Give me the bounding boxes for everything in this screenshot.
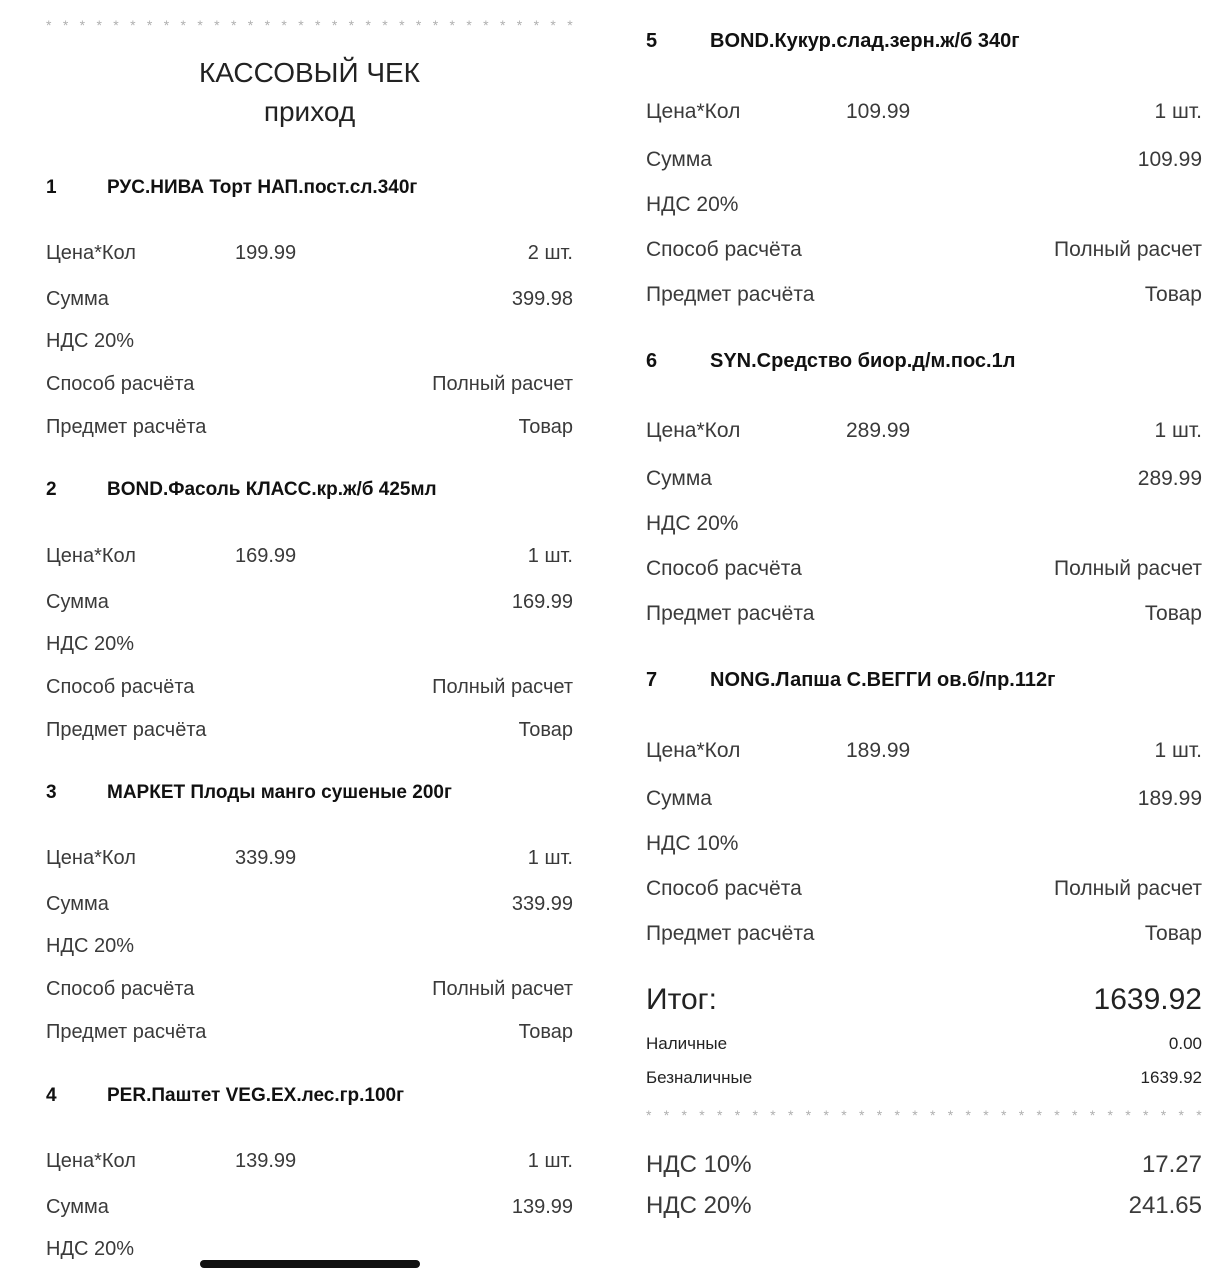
separator-top: * * * * * * * * * * * * * * * * * * * * * * * * * * * * * * * * xyxy=(46,17,573,33)
item-sum: 169.99 xyxy=(511,590,573,613)
item-sum: 189.99 xyxy=(1137,786,1202,810)
item-number: 5 xyxy=(646,30,658,52)
payment-method-label: Способ расчёта xyxy=(646,557,802,580)
item-name: РУС.НИВА Торт НАП.пост.сл.340г xyxy=(107,176,418,198)
item-price: 199.99 xyxy=(235,242,297,264)
vat-label: НДС 20% xyxy=(46,632,135,655)
payment-subject-label: Предмет расчёта xyxy=(46,718,207,741)
item-payment-method: Полный расчет xyxy=(1054,876,1202,900)
item-qty: 1 шт. xyxy=(1154,99,1202,123)
item-payment-subject: Товар xyxy=(1144,282,1202,306)
sum-label: Сумма xyxy=(646,467,712,490)
card-value: 1639.92 xyxy=(1140,1068,1202,1087)
item-name: PER.Паштет VEG.EX.лес.гр.100г xyxy=(107,1084,405,1106)
item-payment-method: Полный расчет xyxy=(1054,237,1202,261)
sum-label: Сумма xyxy=(46,288,109,310)
separator-bottom: * * * * * * * * * * * * * * * * * * * * * * * * * * * * * * * * xyxy=(646,1107,1202,1123)
payment-subject-label: Предмет расчёта xyxy=(646,921,815,945)
item-name: BOND.Кукур.слад.зерн.ж/б 340г xyxy=(710,30,1020,52)
item-number: 2 xyxy=(46,479,57,501)
price-qty-label: Цена*Кол xyxy=(646,419,741,442)
item-qty: 1 шт. xyxy=(1154,738,1202,762)
payment-subject-label: Предмет расчёта xyxy=(646,602,815,625)
vat10-label: НДС 10% xyxy=(646,1151,752,1178)
item-sum: 109.99 xyxy=(1137,147,1202,171)
payment-method-label: Способ расчёта xyxy=(46,373,195,395)
cash-value: 0.00 xyxy=(1168,1034,1202,1053)
payment-method-label: Способ расчёта xyxy=(46,675,195,698)
item-qty: 1 шт. xyxy=(527,847,573,870)
item-sum: 139.99 xyxy=(511,1196,573,1219)
vat-label: НДС 10% xyxy=(646,831,739,855)
vat10-value: 17.27 xyxy=(1141,1151,1202,1178)
payment-method-label: Способ расчёта xyxy=(646,237,802,261)
item-payment-subject: Товар xyxy=(1144,921,1202,945)
item-payment-method: Полный расчет xyxy=(432,978,573,1001)
total-value: 1639.92 xyxy=(1093,983,1202,1016)
payment-subject-label: Предмет расчёта xyxy=(46,1021,207,1044)
item-price: 189.99 xyxy=(846,738,911,762)
price-qty-label: Цена*Кол xyxy=(646,99,741,123)
receipt-title: КАССОВЫЙ ЧЕК xyxy=(199,57,420,88)
item-sum: 289.99 xyxy=(1137,467,1202,490)
payment-subject-label: Предмет расчёта xyxy=(646,282,815,306)
sum-label: Сумма xyxy=(46,590,109,613)
item-payment-method: Полный расчет xyxy=(432,675,573,698)
item-name: МАРКЕТ Плоды манго сушеные 200г xyxy=(107,781,452,803)
item-sum: 399.98 xyxy=(511,288,573,310)
item-qty: 1 шт. xyxy=(527,1150,573,1173)
item-qty: 1 шт. xyxy=(527,544,573,567)
item-price: 139.99 xyxy=(235,1150,297,1173)
item-payment-subject: Товар xyxy=(518,416,573,438)
item-number: 4 xyxy=(46,1084,57,1106)
home-indicator[interactable] xyxy=(200,1260,420,1268)
vat20-label: НДС 20% xyxy=(646,1192,752,1219)
item-payment-method: Полный расчет xyxy=(1054,557,1202,580)
item-payment-subject: Товар xyxy=(1144,602,1202,625)
sum-label: Сумма xyxy=(646,786,712,810)
sum-label: Сумма xyxy=(46,893,109,916)
item-qty: 2 шт. xyxy=(527,242,573,264)
vat-label: НДС 20% xyxy=(646,192,739,216)
sum-label: Сумма xyxy=(646,147,712,171)
item-payment-method: Полный расчет xyxy=(432,373,573,395)
item-payment-subject: Товар xyxy=(518,1021,573,1044)
sum-label: Сумма xyxy=(46,1196,109,1219)
receipt-subtitle: приход xyxy=(263,96,356,127)
payment-method-label: Способ расчёта xyxy=(646,876,802,900)
item-name: SYN.Средство биор.д/м.пос.1л xyxy=(710,349,1016,372)
item-name: BOND.Фасоль КЛАСС.кр.ж/б 425мл xyxy=(107,479,437,501)
item-qty: 1 шт. xyxy=(1154,419,1202,442)
item-payment-subject: Товар xyxy=(518,718,573,741)
vat-label: НДС 20% xyxy=(646,512,739,535)
item-number: 6 xyxy=(646,349,658,372)
price-qty-label: Цена*Кол xyxy=(646,738,741,762)
price-qty-label: Цена*Кол xyxy=(46,242,136,264)
item-price: 339.99 xyxy=(235,847,297,870)
item-name: NONG.Лапша С.ВЕГГИ ов.б/пр.112г xyxy=(710,669,1056,691)
vat-label: НДС 20% xyxy=(46,330,135,352)
price-qty-label: Цена*Кол xyxy=(46,847,136,870)
total-label: Итог: xyxy=(646,983,717,1016)
item-number: 1 xyxy=(46,176,57,198)
item-sum: 339.99 xyxy=(511,893,573,916)
price-qty-label: Цена*Кол xyxy=(46,1150,136,1173)
vat-label: НДС 20% xyxy=(46,935,135,958)
item-number: 3 xyxy=(46,781,57,803)
payment-subject-label: Предмет расчёта xyxy=(46,416,207,438)
payment-method-label: Способ расчёта xyxy=(46,978,195,1001)
item-price: 169.99 xyxy=(235,544,297,567)
item-price: 289.99 xyxy=(846,419,911,442)
cash-label: Наличные xyxy=(646,1034,728,1053)
vat20-value: 241.65 xyxy=(1128,1192,1202,1219)
item-number: 7 xyxy=(646,669,658,691)
card-label: Безналичные xyxy=(646,1068,753,1087)
item-price: 109.99 xyxy=(846,99,911,123)
vat-label: НДС 20% xyxy=(46,1238,135,1261)
price-qty-label: Цена*Кол xyxy=(46,544,136,567)
